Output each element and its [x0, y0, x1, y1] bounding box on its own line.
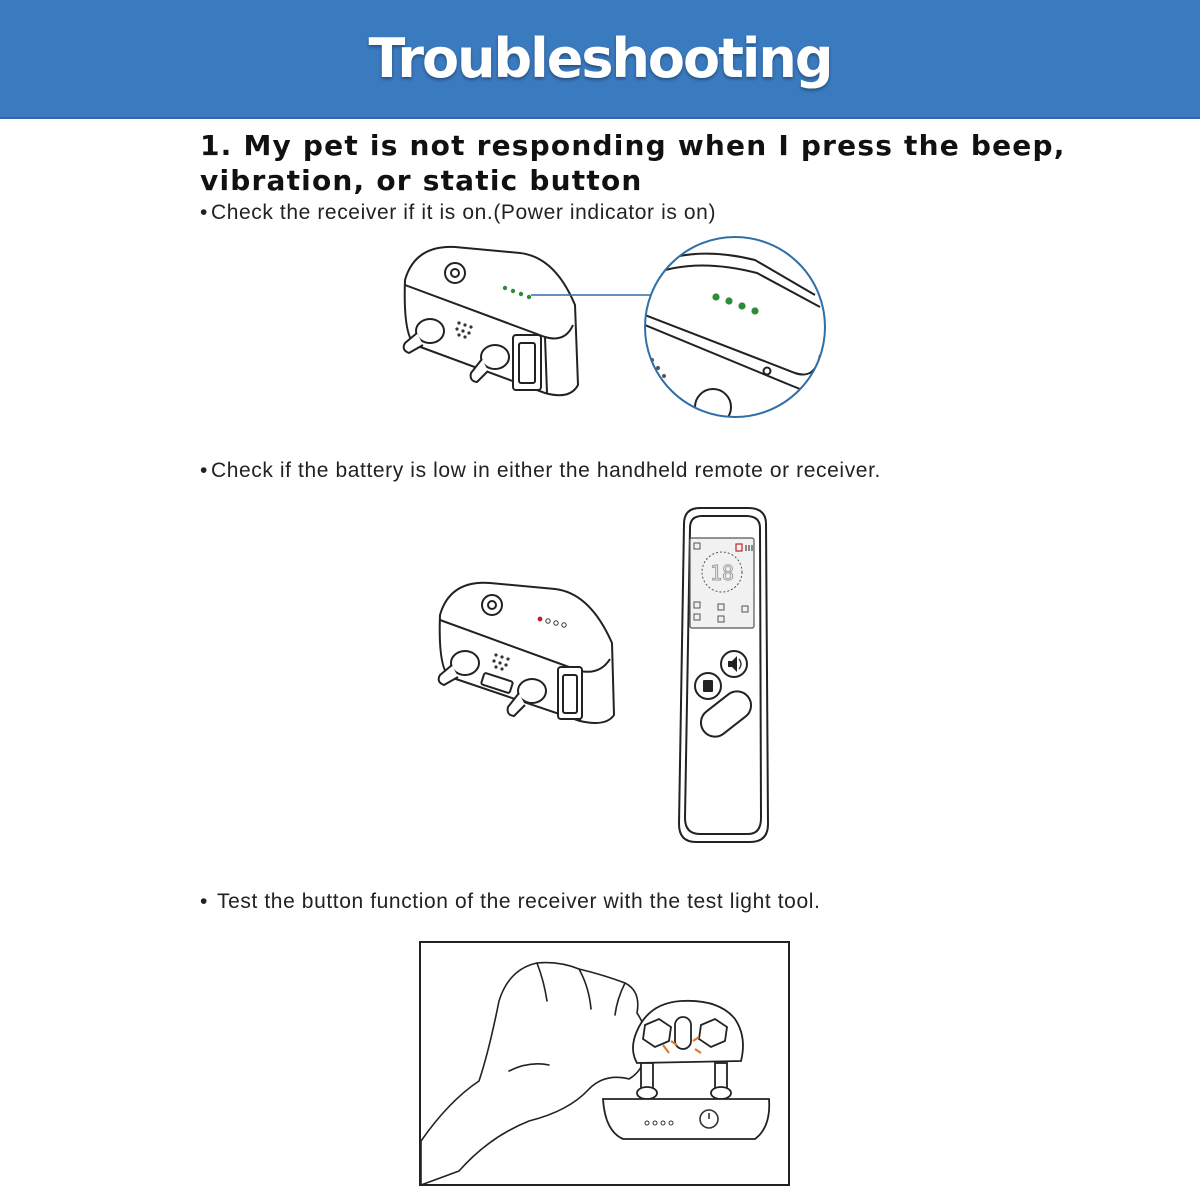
bullet-test-light-tool	[200, 890, 820, 914]
bullet-check-battery	[200, 459, 881, 483]
bullet-check-receiver-on	[200, 201, 716, 225]
section-heading	[200, 128, 1066, 198]
title-banner	[0, 0, 1200, 119]
bullet-dot: •	[200, 459, 208, 482]
section-heading-line-1: 1. My pet is not responding when I press the beep,	[200, 129, 1066, 162]
receiver-on-figure	[395, 235, 835, 425]
bullet-text: Check if the battery is low in either the handheld remote or receiver.	[210, 459, 881, 482]
handheld-remote-figure	[676, 506, 771, 846]
test-light-tool-figure	[419, 941, 790, 1186]
bullet-text: Test the button function of the receiver with the test light tool.	[210, 890, 821, 913]
bullet-text: Check the receiver if it is on.(Power indicator is on)	[210, 201, 717, 224]
section-heading-line-2: vibration, or static button	[200, 164, 643, 197]
remote-display-digits: 18	[709, 561, 735, 585]
page-title: Troubleshooting	[368, 27, 832, 90]
receiver-low-battery-figure	[430, 575, 625, 735]
bullet-dot: •	[200, 201, 208, 224]
bullet-dot: •	[200, 890, 208, 913]
